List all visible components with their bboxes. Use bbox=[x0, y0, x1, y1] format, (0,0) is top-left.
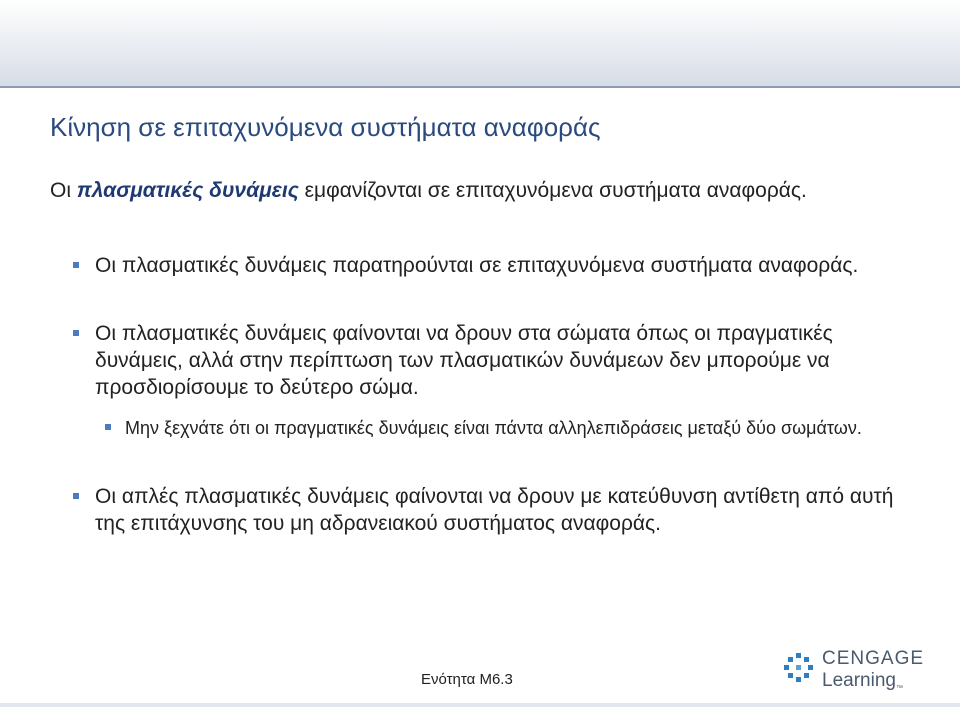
bullet-1-text: Οι πλασματικές δυνάμεις παρατηρούνται σε επιταχυνόμενα συστήματα αναφοράς. bbox=[95, 254, 859, 277]
footer-divider bbox=[0, 703, 960, 707]
intro-paragraph bbox=[50, 178, 890, 204]
bullet-3-text: Μην ξεχνάτε ότι οι πραγματικές δυνάμεις είναι πάντα αλληλεπιδράσεις μεταξύ δύο σωμάτων. bbox=[125, 418, 862, 438]
cengage-dots-icon bbox=[782, 652, 816, 686]
bullet-4 bbox=[95, 483, 910, 537]
intro-suffix: εμφανίζονται σε επιταχυνόμενα συστήματα αναφοράς. bbox=[298, 179, 807, 202]
bullet-square-icon bbox=[73, 330, 79, 336]
bullet-3-sub bbox=[125, 416, 915, 441]
bullet-2-text: Οι πλασματικές δυνάμεις φαίνονται να δρουν στα σώματα όπως οι πραγματικές δυνάμεις, αλλά στην περίπτωση των πλασματικών δυνάμεων δεν μπορούμε να προσδιορίσουμε το δεύτερο σώμα. bbox=[95, 322, 833, 399]
intro-emphasis: πλασματικές δυνάμεις bbox=[76, 179, 299, 202]
header-divider bbox=[0, 86, 960, 88]
intro-prefix: Οι bbox=[50, 179, 77, 202]
bullet-square-icon bbox=[73, 493, 79, 499]
logo-brand-bottom bbox=[822, 670, 903, 692]
section-label: Ενότητα Μ6.3 bbox=[421, 671, 513, 688]
logo-brand-bottom-text: Learning bbox=[822, 670, 896, 691]
bullet-square-icon bbox=[105, 424, 111, 430]
bullet-square-icon bbox=[73, 262, 79, 268]
bullet-2 bbox=[95, 320, 895, 401]
cengage-logo bbox=[782, 648, 932, 694]
header-band bbox=[0, 0, 960, 86]
bullet-1 bbox=[95, 252, 875, 279]
logo-brand-top: CENGAGE bbox=[822, 648, 925, 669]
logo-trademark: ™ bbox=[895, 685, 903, 692]
slide-title: Κίνηση σε επιταχυνόμενα συστήματα αναφοράς bbox=[50, 112, 601, 142]
bullet-4-text: Οι απλές πλασματικές δυνάμεις φαίνονται να δρουν με κατεύθυνση αντίθετη από αυτή της επιτάχυνσης του μη αδρανειακού συστήματος αναφοράς. bbox=[95, 485, 894, 535]
